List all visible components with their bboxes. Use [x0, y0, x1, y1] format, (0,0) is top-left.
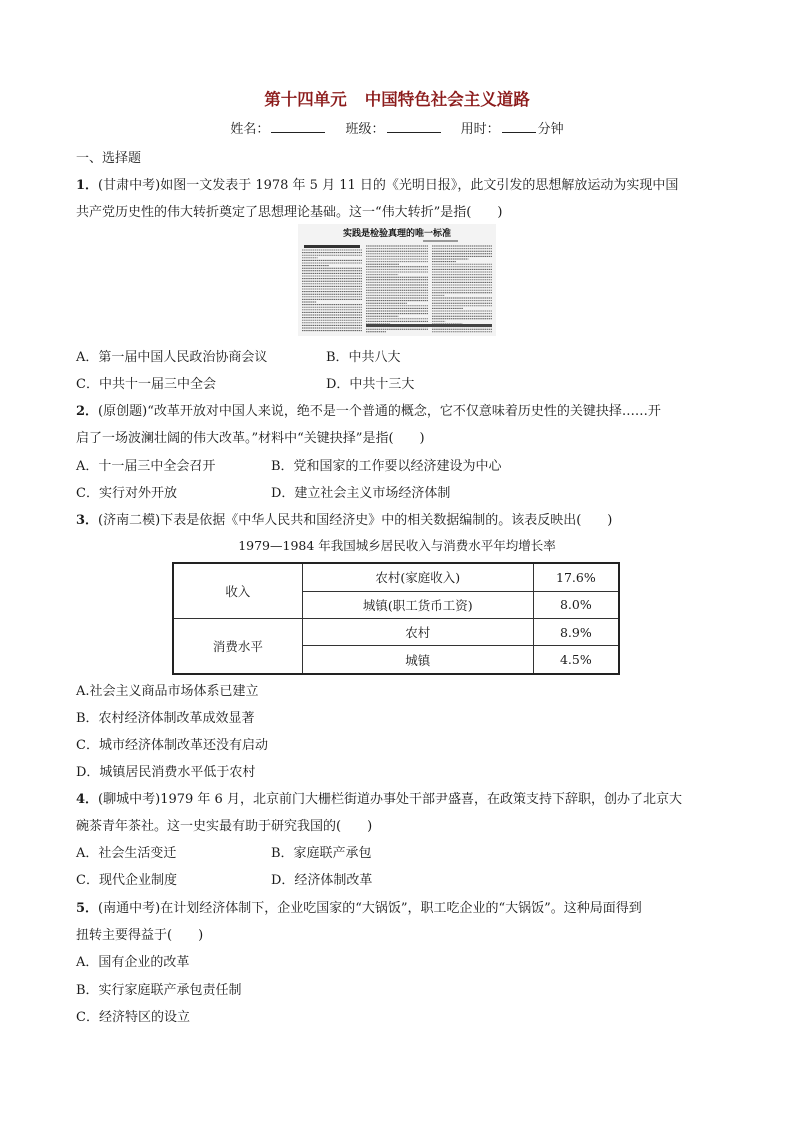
- unit-name: 中国特色社会主义道路: [364, 90, 530, 109]
- time-unit: 分钟: [537, 122, 564, 137]
- name-blank: [271, 120, 325, 133]
- q1-option-c[interactable]: C．中共十一届三中全会: [76, 377, 216, 392]
- q3-option-c[interactable]: C．城市经济体制改革还没有启动: [76, 738, 268, 753]
- q1-line2: 共产党历史性的伟大转折奠定了思想理论基础。这一“伟大转折”是指( ): [76, 205, 503, 220]
- table-cell-item: 农村(家庭收入): [302, 563, 533, 591]
- table-cell-value: 17.6%: [533, 563, 619, 591]
- table-row: [173, 563, 619, 591]
- q5-option-c[interactable]: C．经济特区的设立: [76, 1010, 190, 1025]
- time-blank: [502, 120, 536, 133]
- q5-text1: (南通中考)在计划经济体制下，企业吃国家的“大锅饭”，职工吃企业的“大锅饭”。这种局面得到: [98, 901, 642, 916]
- student-info-line: [0, 118, 794, 137]
- section-heading: 一、选择题: [76, 151, 142, 166]
- income-label: 收入: [173, 563, 302, 618]
- q1-option-d[interactable]: D．中共十三大: [326, 377, 415, 392]
- newspaper-clipping: [298, 224, 496, 336]
- table-row: [173, 618, 619, 645]
- q2-option-c[interactable]: C．实行对外开放: [76, 486, 177, 501]
- time-label: 用时：: [460, 122, 500, 137]
- q4-line1: [76, 788, 682, 807]
- q2-option-b[interactable]: B．党和国家的工作要以经济建设为中心: [271, 459, 502, 474]
- q4-options-row2: [76, 869, 373, 888]
- q5-number: 5．: [76, 901, 99, 916]
- page-title: [0, 86, 794, 110]
- class-label: 班级：: [345, 122, 385, 137]
- q1-options-row1: [76, 346, 401, 365]
- q3-option-a[interactable]: A.社会主义商品市场体系已建立: [76, 684, 259, 699]
- q2-options-row1: [76, 455, 502, 474]
- q3-option-d[interactable]: D．城镇居民消费水平低于农村: [76, 765, 256, 780]
- newspaper-image: [298, 224, 496, 336]
- q3-text1: (济南二模)下表是依据《中华人民共和国经济史》中的相关数据编制的。该表反映出( ): [98, 513, 613, 528]
- q5-option-b[interactable]: B．实行家庭联产承包责任制: [76, 983, 242, 998]
- q2-option-a[interactable]: A．十一届三中全会召开: [76, 459, 216, 474]
- q5-option-a[interactable]: A．国有企业的改革: [76, 955, 190, 970]
- q2-line2: 启了一场波澜壮阔的伟大改革。”材料中“关键抉择”是指( ): [76, 431, 425, 446]
- q4-option-c[interactable]: C．现代企业制度: [76, 873, 177, 888]
- table-cell-item: 农村: [302, 618, 533, 645]
- q2-options-row2: [76, 482, 451, 501]
- table-cell-value: 8.0%: [533, 591, 619, 618]
- table-cell-value: 8.9%: [533, 618, 619, 645]
- consumption-label: 消费水平: [173, 618, 302, 674]
- q1-text1: (甘肃中考)如图一文发表于 1978 年 5 月 11 日的《光明日报》，此文引发的思想解放运动为实现中国: [98, 178, 679, 193]
- q4-line2: 碗茶青年茶社。这一史实最有助于研究我国的( ): [76, 819, 373, 834]
- q1-option-b[interactable]: B．中共八大: [326, 350, 401, 365]
- q1-options-row2: [76, 373, 415, 392]
- q2-number: 2．: [76, 404, 99, 419]
- q4-option-d[interactable]: D．经济体制改革: [271, 873, 373, 888]
- q3-line1: [76, 509, 612, 528]
- q1-number: 1．: [76, 178, 99, 193]
- q2-line1: [76, 400, 661, 419]
- q2-option-d[interactable]: D．建立社会主义市场经济体制: [271, 486, 451, 501]
- q3-option-b[interactable]: B．农村经济体制改革成效显著: [76, 711, 255, 726]
- q5-line2: 扭转主要得益于( ): [76, 928, 204, 943]
- newspaper-headline: 实践是检验真理的唯一标准: [342, 229, 452, 239]
- table-cell-item: 城镇: [302, 646, 533, 674]
- q1-option-a[interactable]: A．第一届中国人民政治协商会议: [76, 350, 268, 365]
- table-cell-item: 城镇(职工货币工资): [302, 591, 533, 618]
- q4-options-row1: [76, 842, 372, 861]
- q4-option-a[interactable]: A．社会生活变迁: [76, 846, 177, 861]
- table-cell-value: 4.5%: [533, 646, 619, 674]
- class-blank: [387, 120, 441, 133]
- q4-number: 4．: [76, 792, 99, 807]
- q5-line1: [76, 897, 642, 916]
- q4-text1: (聊城中考)1979 年 6 月，北京前门大栅栏街道办事处干部尹盛喜，在政策支持下辞职，创办了北京大: [98, 792, 682, 807]
- q4-option-b[interactable]: B．家庭联产承包: [271, 846, 372, 861]
- name-label: 姓名：: [230, 122, 270, 137]
- q1-line1: [76, 174, 678, 193]
- table-caption: 1979—1984 年我国城乡居民收入与消费水平年均增长率: [238, 538, 556, 553]
- q2-text1: (原创题)“改革开放对中国人来说，绝不是一个普通的概念，它不仅意味着历史性的关键抉择……开: [98, 404, 661, 419]
- q3-number: 3．: [76, 513, 99, 528]
- unit-label: 第十四单元: [264, 90, 347, 109]
- growth-rate-table: [172, 562, 620, 675]
